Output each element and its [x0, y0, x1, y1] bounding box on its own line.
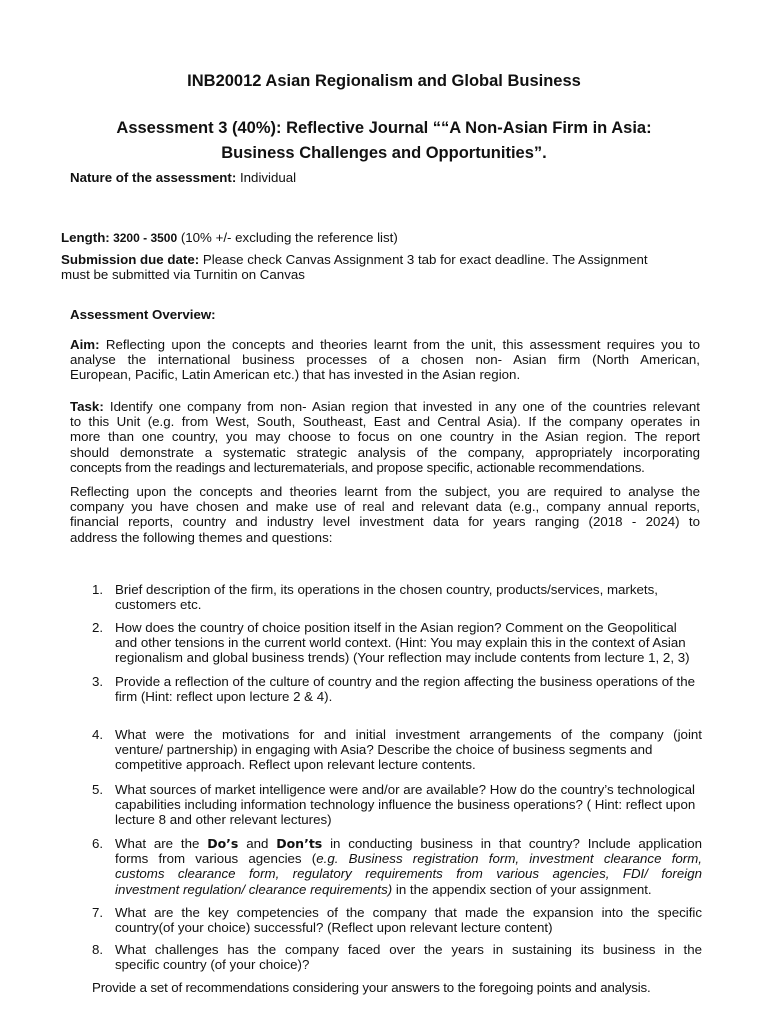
task-label: Task:	[70, 399, 104, 414]
task-line1: Identify one company from non- Asian region that invested in any one of the countries relevant	[103, 399, 700, 414]
q1-line1: Brief description of the firm, its operations in the chosen country, products/services, markets,	[115, 582, 658, 597]
nature-value: Individual	[236, 170, 297, 185]
q2-line3: regionalism and global business trends) (Your reflection may include contents from lecture 1, 2, 3)	[115, 650, 690, 666]
q7-line2: country(of your choice) successful? (Reflect upon relevant lecture content)	[115, 920, 553, 936]
list-number: 1.	[92, 582, 104, 597]
length-line	[61, 230, 398, 246]
q5-line3: lecture 8 and other relevant lectures)	[115, 812, 332, 828]
reflecting-block	[70, 484, 700, 545]
assessment-title-line1: Assessment 3 (40%): Reflective Journal ““A Non-Asian Firm in Asia:	[116, 119, 652, 137]
aim-block	[70, 337, 700, 383]
submission-line1: Please check Canvas Assignment 3 tab for exact deadline. The Assignment	[199, 252, 648, 267]
q7-line1: What are the key competencies of the company that made the expansion into the specific	[115, 905, 702, 920]
q6-line4a: investment regulation/ clearance requirements)	[115, 881, 393, 897]
aim-line2: analyse the international business processes of a chosen non- Asian firm (North American,	[70, 352, 700, 368]
aim-label: Aim:	[70, 337, 100, 352]
q6-and: and	[238, 836, 277, 851]
task-block	[70, 399, 700, 475]
list-number: 8.	[92, 942, 104, 957]
q6-pre: What are the	[115, 836, 208, 851]
q2-line1: How does the country of choice position itself in the Asian region? Comment on the Geopolitical	[115, 620, 677, 635]
task-line4: should demonstrate a systematic strategic analysis of the company, appropriately incorporating	[70, 444, 700, 460]
q3-line1: Provide a reflection of the culture of country and the region affecting the business operations of the	[115, 674, 696, 689]
list-number: 5.	[92, 782, 104, 797]
q6-line2a: forms from various agencies (	[115, 851, 317, 867]
overview-heading-text: Assessment Overview:	[70, 307, 216, 322]
reflecting-line4: address the following themes and questions:	[70, 529, 333, 545]
reflecting-line1: Reflecting upon the concepts and theories learnt from the subject, you are required to analyse the	[70, 484, 700, 499]
course-title: INB20012 Asian Regionalism and Global Business	[187, 72, 581, 90]
q2-line2: and other tensions in the current world context. (Hint: You may explain this in the context of Asian	[115, 635, 686, 651]
length-words: 3200 - 3500	[109, 231, 178, 245]
q6-line2b: e.g. Business registration form, investment clearance form,	[316, 851, 702, 867]
q5-line1: What sources of market intelligence were and/or are available? How do the country’s technological	[115, 782, 695, 797]
list-number: 6.	[92, 836, 104, 851]
q1-line2: customers etc.	[115, 597, 202, 613]
assessment-title-line2: Business Challenges and Opportunities”.	[221, 144, 547, 162]
q6-donts: Don’ts	[276, 836, 323, 851]
q6-post: in conducting business in that country? Include application	[322, 836, 702, 851]
q4-line3: competitive approach. Reflect upon relevant lecture contents.	[115, 757, 476, 773]
q6-dos: Do’s	[207, 836, 239, 851]
q4-line1: What were the motivations for and initial investment arrangements of the company (joint	[115, 727, 702, 742]
submission-block	[61, 252, 711, 282]
q5-line2: capabilities including information technology influence the business operations? ( Hint: reflect upon	[115, 797, 696, 813]
list-number: 7.	[92, 905, 104, 920]
q8-line1: What challenges has the company faced over the years in sustaining its business in the	[115, 942, 702, 957]
aim-line1: Reflecting upon the concepts and theories learnt from the unit, this assessment requires you to	[99, 337, 700, 352]
task-line2: to this Unit (e.g. from West, South, Southeast, East and Central Asia). If the company operates in	[70, 414, 700, 430]
reflecting-line3: financial reports, country and industry level investment data for years ranging (2018 - 2024) to	[70, 514, 700, 530]
q8-line2: specific country (of your choice)?	[115, 957, 310, 973]
length-label: Length:	[61, 230, 110, 245]
q6-line4b: in the appendix section of your assignment.	[392, 881, 652, 897]
reflecting-line2: company you have chosen and make use of real and relevant data (e.g., company annual reports,	[70, 499, 700, 515]
overview-heading	[70, 307, 216, 322]
task-line3: more than one country, you may choose to focus on one country in the Asian region. The report	[70, 429, 700, 445]
q6-line3: customs clearance form, regulatory requirements from various agencies, FDI/ foreign	[115, 866, 702, 882]
nature-of-assessment	[70, 170, 296, 185]
length-note: (10% +/- excluding the reference list)	[177, 230, 398, 245]
closing-text: Provide a set of recommendations considering your answers to the foregoing points and analysis.	[92, 980, 651, 995]
list-number: 2.	[92, 620, 104, 635]
list-number: 4.	[92, 727, 104, 742]
aim-line3: European, Pacific, Latin American etc.) that has invested in the Asian region.	[70, 367, 521, 383]
submission-label: Submission due date:	[61, 252, 200, 267]
nature-label: Nature of the assessment:	[70, 170, 237, 185]
task-line5: concepts from the readings and lecturematerials, and propose specific, actionable recommendations.	[70, 459, 645, 475]
submission-line2: must be submitted via Turnitin on Canvas	[61, 267, 305, 283]
q3-line2: firm (Hint: reflect upon lecture 2 & 4).	[115, 689, 333, 705]
q4-line2: venture/ partnership) in engaging with Asia? Describe the choice of business segments and	[115, 742, 653, 758]
list-number: 3.	[92, 674, 104, 689]
